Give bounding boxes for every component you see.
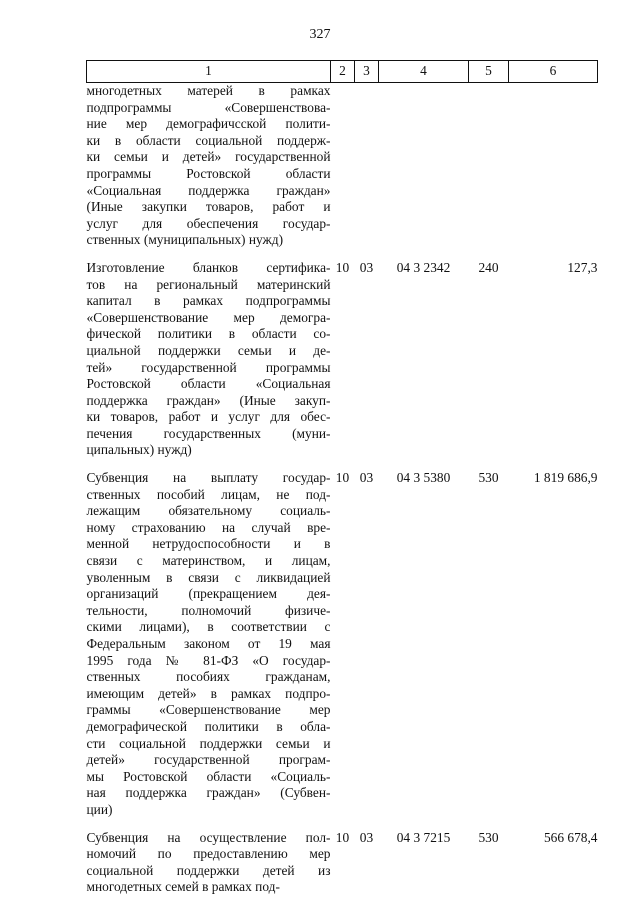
expense-type-code xyxy=(469,83,509,249)
table-header xyxy=(87,61,598,83)
description-line: граммы «Совершенствование мер xyxy=(86,702,331,718)
amount: 1 819 686,9 xyxy=(533,470,598,486)
table-row xyxy=(87,819,598,896)
expense-type-code: 240 xyxy=(478,259,499,275)
expense-type-code: 530 xyxy=(478,470,499,486)
section-code xyxy=(331,83,355,249)
description-line: ние мер демографичсской полити- xyxy=(86,116,331,132)
description-line: Ростовской области «Социальная xyxy=(86,376,331,392)
table-row xyxy=(87,459,598,818)
description-line: детей» государственной програм- xyxy=(86,752,331,768)
section-code: 10 xyxy=(335,829,350,845)
description-line: демографической политики в обла- xyxy=(86,718,331,734)
description-line: тов на региональный материнский xyxy=(86,276,331,292)
description-line: сти социальной поддержки семьи и xyxy=(86,735,331,751)
description-line: многодетных семей в рамках под- xyxy=(86,879,280,895)
description-line: «Социальная поддержка граждан» xyxy=(86,182,331,198)
row-description xyxy=(87,249,331,459)
target-article-code: 04 3 2342 xyxy=(396,259,451,275)
expense-type-code: 530 xyxy=(478,829,499,845)
page-number: 327 xyxy=(309,27,331,42)
description-line: номочий по предоставлению мер xyxy=(86,846,331,862)
description-line: менной нетрудоспособности и в xyxy=(86,536,331,552)
description-line: лежащим обязательному социаль- xyxy=(86,503,331,519)
description-line: ки семьи и детей» государственной xyxy=(86,149,331,165)
target-article-code xyxy=(379,83,469,249)
description-line: ная поддержка граждан» (Субвен- xyxy=(86,785,331,801)
description-line: ному страхованию на случай вре- xyxy=(86,519,331,535)
section-code: 10 xyxy=(335,470,350,486)
subsection-code xyxy=(355,83,379,249)
target-article-code: 04 3 7215 xyxy=(396,829,451,845)
description-line: организаций (прекращением дея- xyxy=(86,586,331,602)
description-line: ципальных) нужд) xyxy=(86,442,192,458)
description-line: ки товаров, работ и услуг для обес- xyxy=(86,409,331,425)
subsection-code: 03 xyxy=(359,470,374,486)
description-line: имеющим детей» в рамках подпро- xyxy=(86,685,331,701)
description-line: Субвенция на выплату государ- xyxy=(86,470,331,486)
table-row xyxy=(87,83,598,249)
row-description xyxy=(87,459,331,818)
amount xyxy=(509,83,598,249)
description-line: Изготовление бланков сертифика- xyxy=(86,259,331,275)
row-description xyxy=(87,819,331,896)
description-line: социальной поддержки детей из xyxy=(86,862,331,878)
description-line: многодетных матерей в рамках xyxy=(86,83,331,98)
budget-table xyxy=(86,60,598,896)
description-line: ственных (муниципальных) нужд) xyxy=(86,232,284,248)
subsection-code: 03 xyxy=(359,259,374,275)
amount: 566 678,4 xyxy=(543,829,598,845)
description-line: уволенным в связи с ликвидацией xyxy=(86,569,331,585)
target-article-code: 04 3 5380 xyxy=(396,470,451,486)
description-line: тельности, полномочий физиче- xyxy=(86,602,331,618)
description-line: мы Ростовской области «Социаль- xyxy=(86,768,331,784)
section-code: 10 xyxy=(335,259,350,275)
header-col-5: 5 xyxy=(469,61,509,83)
row-description xyxy=(87,83,331,249)
description-line: поддержка граждан» (Иные закуп- xyxy=(86,392,331,408)
table-row xyxy=(87,249,598,459)
amount: 127,3 xyxy=(567,259,598,275)
description-line: фической политики в области со- xyxy=(86,326,331,342)
description-line: ки в области социальной поддерж- xyxy=(86,132,331,148)
table-body xyxy=(87,83,598,896)
description-line: ственных пособиях гражданам, xyxy=(86,669,331,685)
description-line: подпрограммы «Совершенствова- xyxy=(86,99,331,115)
header-col-1: 1 xyxy=(87,61,331,83)
header-col-4: 4 xyxy=(379,61,469,83)
description-line: 1995 года № 81-ФЗ «О государ- xyxy=(86,652,331,668)
description-line: печения государственных (муни- xyxy=(86,425,331,441)
description-line: (Иные закупки товаров, работ и xyxy=(86,199,331,215)
description-line: ции) xyxy=(86,801,113,817)
description-line: ственных пособий лицам, не под- xyxy=(86,486,331,502)
header-col-6: 6 xyxy=(509,61,598,83)
description-line: тей» государственной программы xyxy=(86,359,331,375)
header-col-3: 3 xyxy=(355,61,379,83)
header-col-2: 2 xyxy=(331,61,355,83)
description-line: Федеральным законом от 19 мая xyxy=(86,636,331,651)
description-line: Субвенция на осуществление пол- xyxy=(86,829,331,845)
description-line: программы Ростовской области xyxy=(86,165,331,181)
description-line: «Совершенствование мер демогра- xyxy=(86,309,331,325)
subsection-code: 03 xyxy=(359,829,374,845)
description-line: циальной поддержки семьи и де- xyxy=(86,342,331,358)
description-line: капитал в рамках подпрограммы xyxy=(86,293,331,309)
description-line: связи с материнством, и лицам, xyxy=(86,553,331,569)
description-line: скими лицами), в соответствии с xyxy=(86,619,331,635)
description-line: услуг для обеспечения государ- xyxy=(86,215,331,231)
